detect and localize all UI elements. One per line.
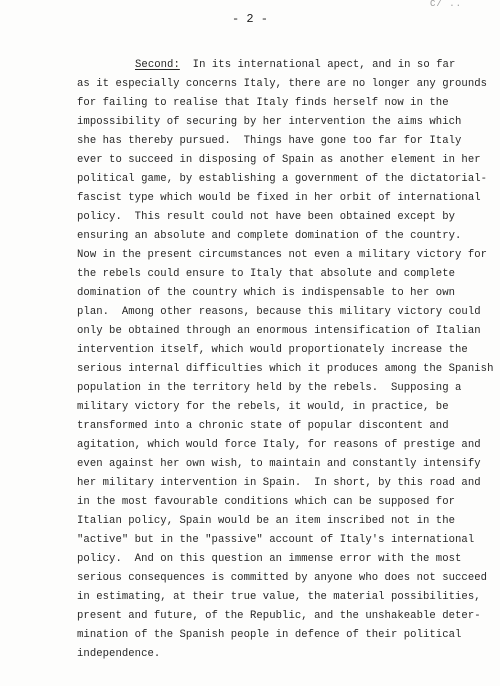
text-line: her military intervention in Spain. In short, by this road and xyxy=(77,477,481,489)
text-line: mination of the Spanish people in defence of their political xyxy=(77,629,462,641)
text-line: for failing to realise that Italy finds herself now in the xyxy=(77,97,449,109)
text-line: only be obtained through an enormous intensification of Italian xyxy=(77,325,481,337)
section-heading: Second: xyxy=(135,59,180,71)
text-line: present and future, of the Republic, and the unshakeable deter- xyxy=(77,610,481,622)
text-line: ensuring an absolute and complete domination of the country. xyxy=(77,230,462,242)
text-line: in estimating, at their true value, the material possibilities, xyxy=(77,591,481,603)
text-line: policy. This result could not have been obtained except by xyxy=(77,211,456,223)
text-line: policy. And on this question an immense error with the most xyxy=(77,553,462,565)
text-line: domination of the country which is indispensable to her own xyxy=(77,287,456,299)
text-line: the rebels could ensure to Italy that absolute and complete xyxy=(77,268,456,280)
text-line: transformed into a chronic state of popular discontent and xyxy=(77,420,449,432)
text-line: fascist type which would be fixed in her orbit of international xyxy=(77,192,481,204)
text-line: serious internal difficulties which it produces among the Spanish xyxy=(77,363,494,375)
text-line: agitation, which would force Italy, for reasons of prestige and xyxy=(77,439,481,451)
text-line: military victory for the rebels, it would, in practice, be xyxy=(77,401,449,413)
text-line: plan. Among other reasons, because this military victory could xyxy=(77,306,481,318)
text-line: political game, by establishing a government of the dictatorial- xyxy=(77,173,488,185)
text-line: in the most favourable conditions which can be supposed for xyxy=(77,496,456,508)
first-line-text: In its international apect, and in so far xyxy=(179,59,456,71)
text-line: ever to succeed in disposing of Spain as another element in her xyxy=(77,154,481,166)
text-line: impossibility of securing by her intervention the aims which xyxy=(77,116,462,128)
text-line: serious consequences is committed by anyone who does not succeed xyxy=(77,572,488,584)
text-line: Italian policy, Spain would be an item inscribed not in the xyxy=(77,515,456,527)
text-line: intervention itself, which would proportionately increase the xyxy=(77,344,468,356)
text-line: she has thereby pursued. Things have gone too far for Italy xyxy=(77,135,462,147)
text-line: Now in the present circumstances not even a military victory for xyxy=(77,249,488,261)
text-line: population in the territory held by the rebels. Supposing a xyxy=(77,382,462,394)
text-line: "active" but in the "passive" account of Italy's international xyxy=(77,534,475,546)
text-line: as it especially concerns Italy, there are no longer any grounds xyxy=(77,78,488,90)
text-line xyxy=(135,59,455,72)
page-number: - 2 - xyxy=(231,12,268,26)
text-line: independence. xyxy=(77,648,161,660)
corner-archive-mark: C/ .. xyxy=(430,0,463,9)
text-line: even against her own wish, to maintain and constantly intensify xyxy=(77,458,481,470)
